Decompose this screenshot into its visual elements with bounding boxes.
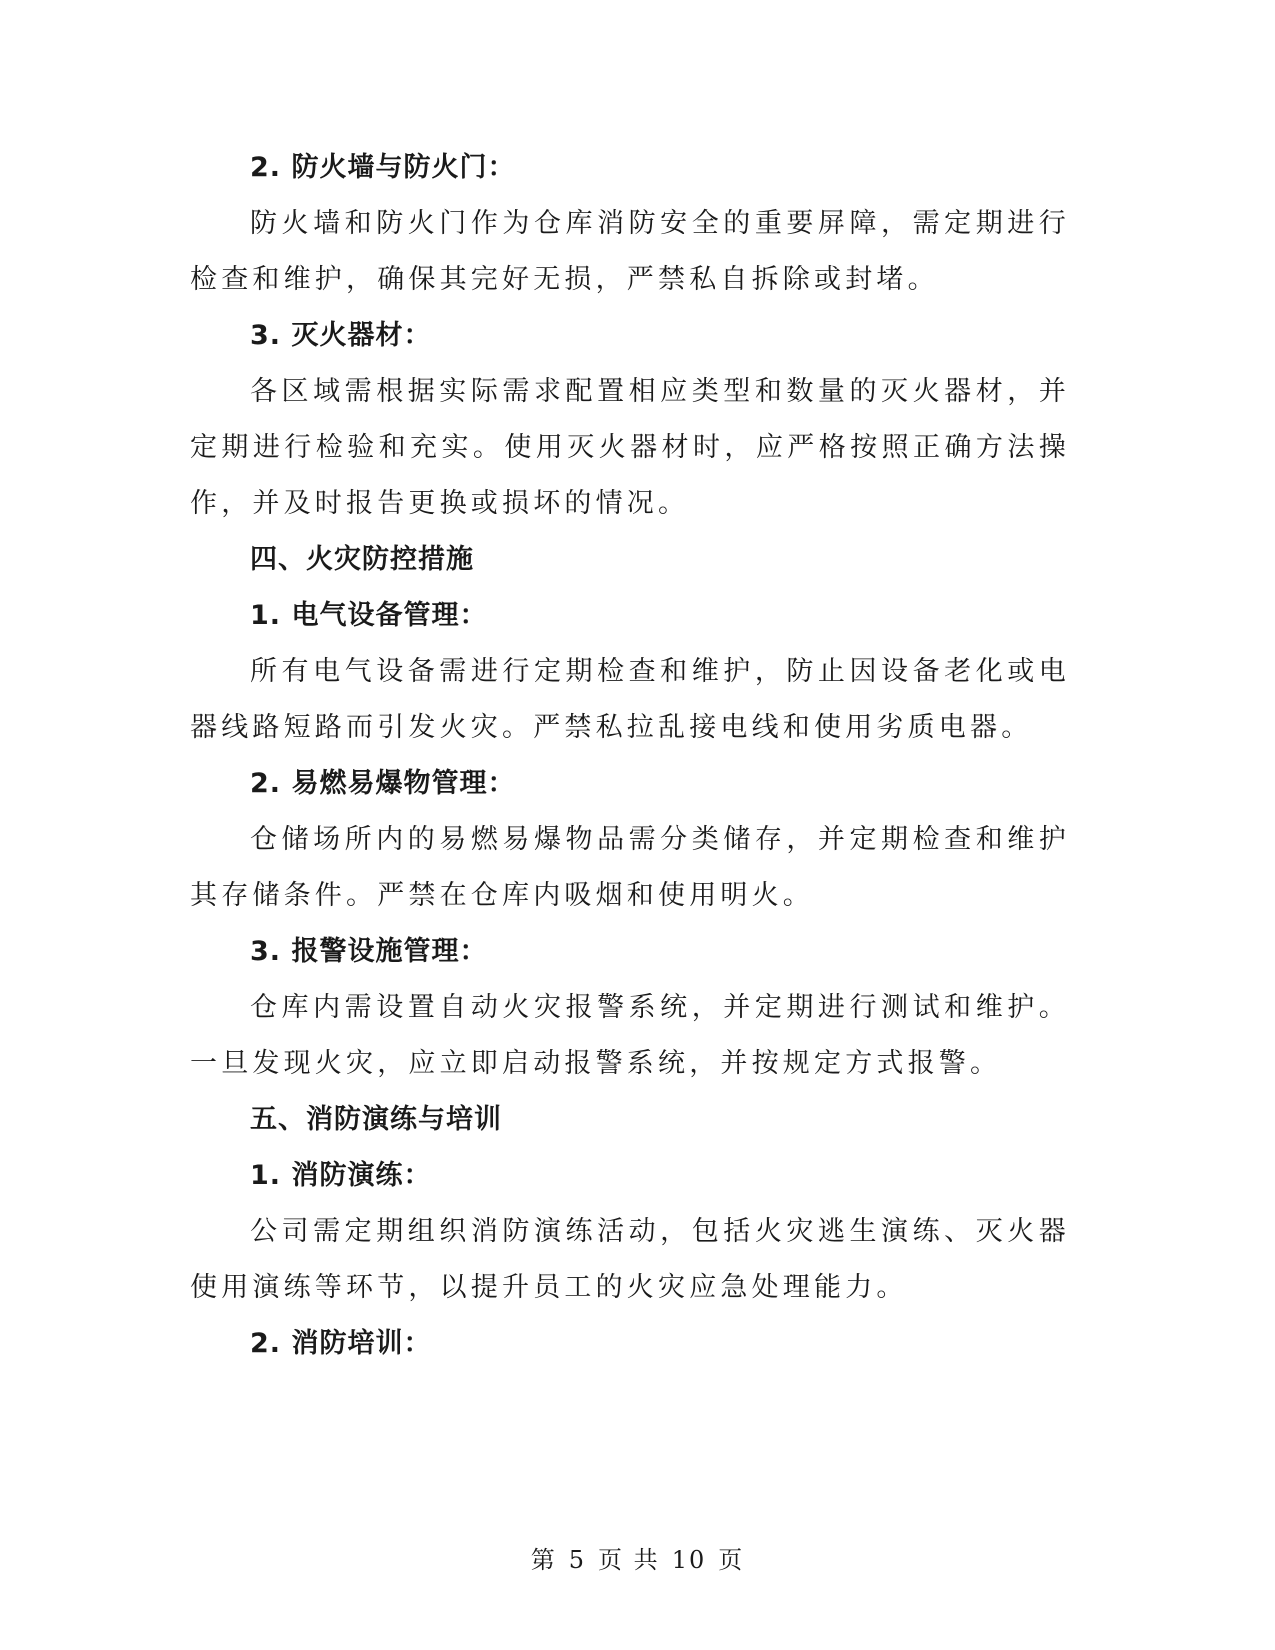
section-heading: 3. 灭火器材： (250, 320, 432, 351)
section-heading: 2. 易燃易爆物管理： (250, 768, 516, 799)
footer-suffix: 页 (718, 1546, 745, 1574)
chapter-heading: 四、火灾防控措施 (250, 544, 474, 575)
footer-current-page: 5 (568, 1546, 587, 1574)
section-heading: 3. 报警设施管理： (250, 936, 488, 967)
body-paragraph: 仓库内需设置自动火灾报警系统，并定期进行测试和维护。一旦发现火灾，应立即启动报警系统，并按规定方式报警。 (190, 992, 1070, 1079)
body-paragraph: 仓储场所内的易燃易爆物品需分类储存，并定期检查和维护其存储条件。严禁在仓库内吸烟和使用明火。 (190, 824, 1070, 911)
body-paragraph: 所有电气设备需进行定期检查和维护，防止因设备老化或电器线路短路而引发火灾。严禁私拉乱接电线和使用劣质电器。 (190, 656, 1070, 743)
footer-total-pages: 10 (671, 1546, 707, 1574)
document-body (190, 140, 1070, 1372)
footer-prefix: 第 (530, 1546, 557, 1574)
body-paragraph: 各区域需根据实际需求配置相应类型和数量的灭火器材，并定期进行检验和充实。使用灭火器材时，应严格按照正确方法操作，并及时报告更换或损坏的情况。 (190, 376, 1070, 519)
section-heading: 2. 消防培训： (250, 1328, 432, 1359)
page-footer (0, 1540, 1275, 1575)
section-heading: 2. 防火墙与防火门： (250, 152, 516, 183)
section-heading: 1. 电气设备管理： (250, 600, 488, 631)
section-heading: 1. 消防演练： (250, 1160, 432, 1191)
footer-middle: 页 共 (598, 1546, 660, 1574)
body-paragraph: 公司需定期组织消防演练活动，包括火灾逃生演练、灭火器使用演练等环节，以提升员工的火灾应急处理能力。 (190, 1216, 1070, 1303)
chapter-heading: 五、消防演练与培训 (250, 1104, 502, 1135)
body-paragraph: 防火墙和防火门作为仓库消防安全的重要屏障，需定期进行检查和维护，确保其完好无损，严禁私自拆除或封堵。 (190, 208, 1070, 295)
